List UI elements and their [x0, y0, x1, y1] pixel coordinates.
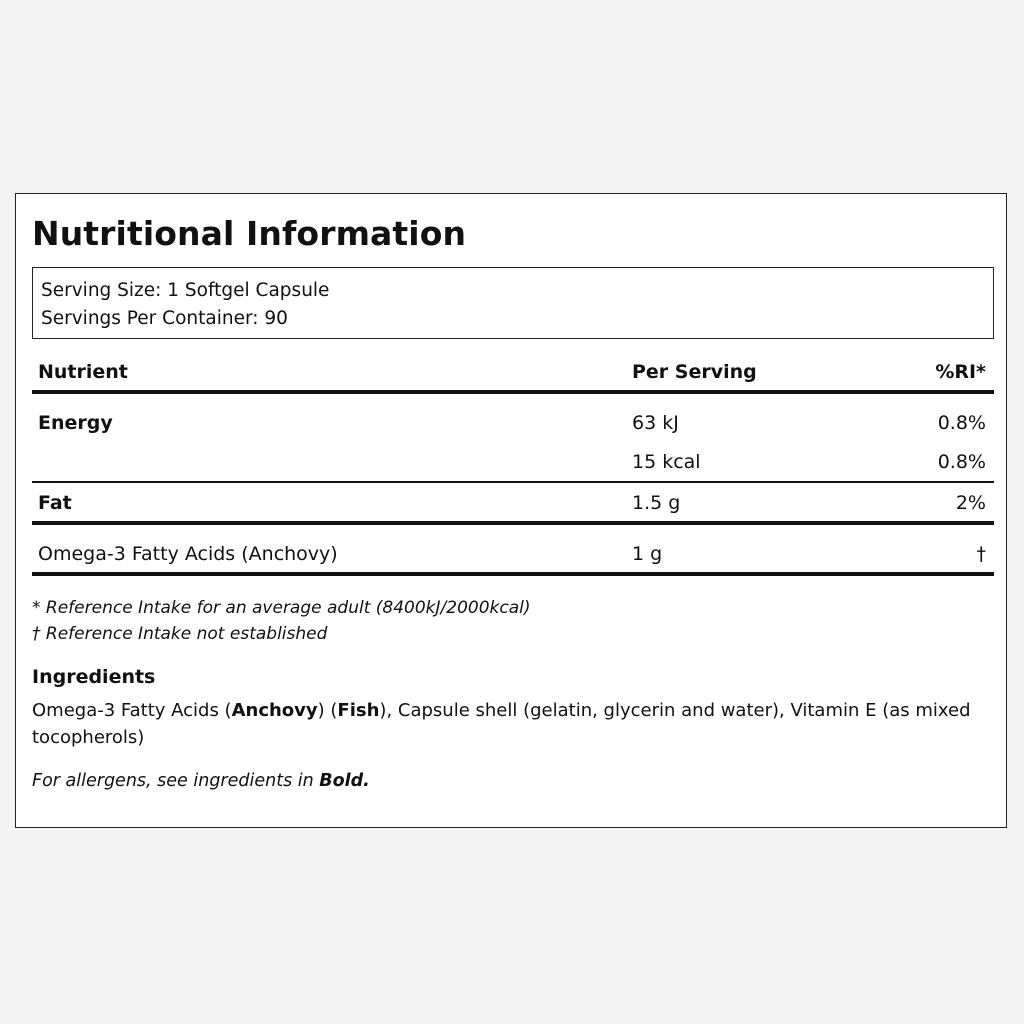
row-omega3-value: 1 g [632, 543, 663, 565]
page-title: Nutritional Information [32, 214, 467, 253]
allergen-note-bold: Bold. [319, 771, 370, 791]
row-energy-kcal-ri: 0.8% [937, 451, 986, 473]
ingredients-part-2: ) ( [317, 700, 338, 721]
header-divider [32, 390, 994, 394]
serving-size: Serving Size: 1 Softgel Capsule [41, 280, 330, 301]
allergen-anchovy: Anchovy [231, 700, 318, 721]
footnote-not-established: † Reference Intake not established [32, 624, 328, 644]
row-energy-kj: 63 kJ [632, 412, 679, 434]
serving-info-box [32, 267, 994, 339]
header-ri: %RI* [935, 361, 986, 383]
row-fat-ri: 2% [955, 492, 986, 514]
row-omega3-ri: † [976, 543, 986, 565]
row-omega3-name: Omega-3 Fatty Acids (Anchovy) [38, 543, 338, 565]
row-fat-name: Fat [38, 492, 72, 514]
ingredients-text [32, 697, 972, 751]
ingredients-part-1: Omega-3 Fatty Acids ( [32, 700, 232, 721]
header-per-serving: Per Serving [632, 361, 757, 383]
ingredients-heading: Ingredients [32, 666, 156, 688]
row-energy-kcal: 15 kcal [632, 451, 701, 473]
nutrition-panel [15, 193, 1007, 828]
servings-per-container: Servings Per Container: 90 [41, 308, 288, 329]
row-energy-name: Energy [38, 412, 113, 434]
energy-divider [32, 481, 994, 483]
footnote-ri: * Reference Intake for an average adult (8400kJ/2000kcal) [32, 598, 531, 618]
allergen-note-prefix: For allergens, see ingredients in [32, 771, 320, 791]
allergen-note [32, 771, 370, 791]
fat-divider [32, 521, 994, 525]
ingredients-part-3: ), Capsule shell (gelatin, glycerin and water), Vitamin E (as mixed tocopherols) [32, 700, 971, 748]
header-nutrient: Nutrient [38, 361, 128, 383]
allergen-fish: Fish [337, 700, 380, 721]
row-fat-value: 1.5 g [632, 492, 681, 514]
row-energy-kj-ri: 0.8% [937, 412, 986, 434]
table-bottom-divider [32, 572, 994, 576]
